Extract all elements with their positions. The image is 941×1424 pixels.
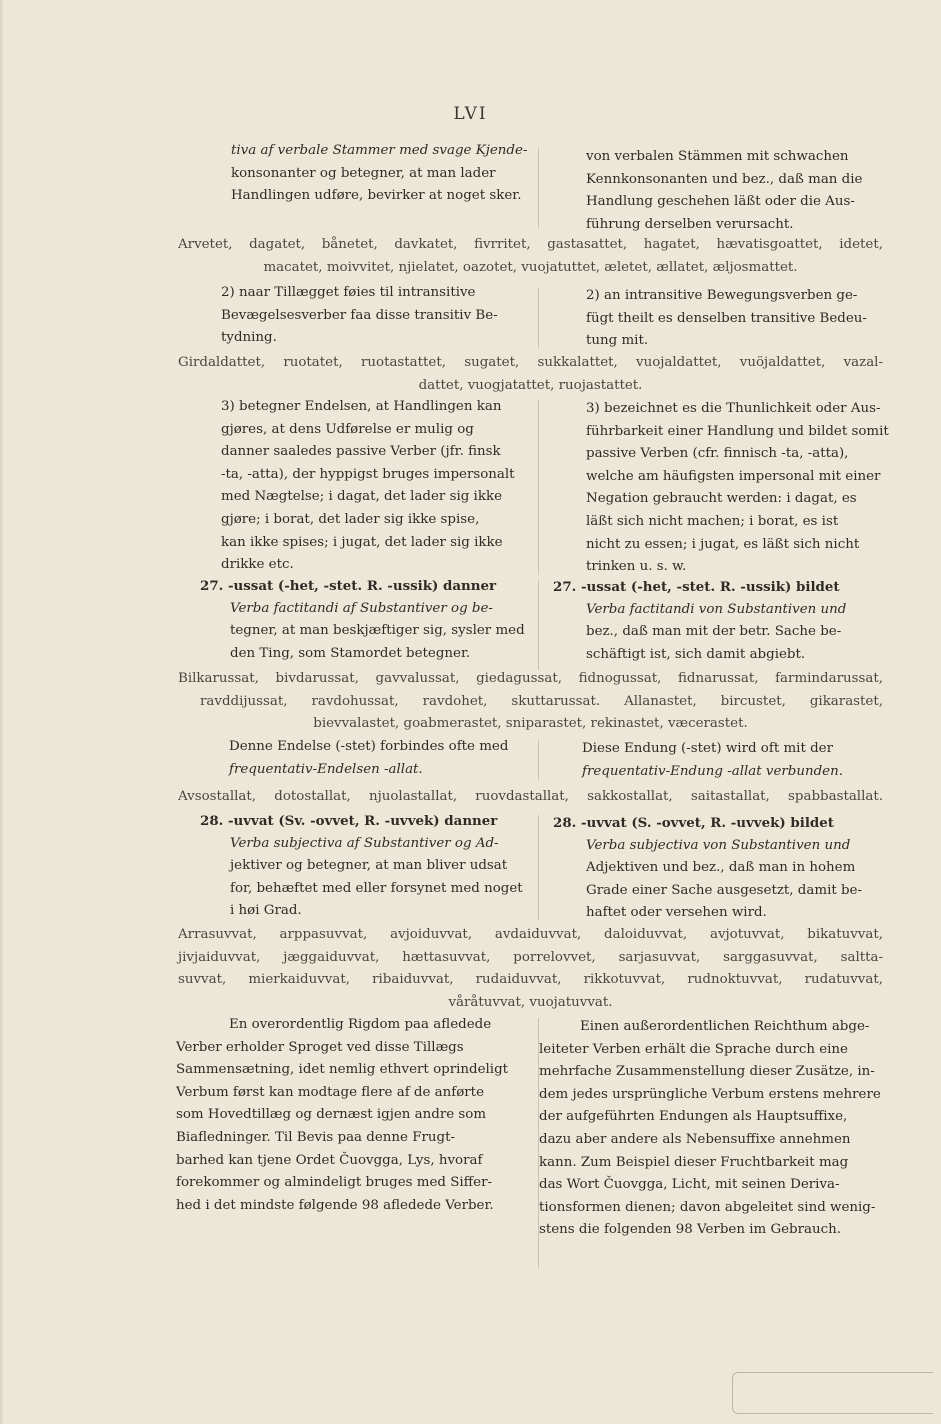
text-line: Sammensætning, idet nemlig ethvert oprindeligt: [176, 1062, 509, 1078]
block-11-left: [176, 1014, 521, 1217]
text-line: Diese Endung (-stet) wird oft mit der: [582, 741, 833, 756]
text-line: Arvetet, dagatet, bånetet, davkatet, fivrritet, gastasattet, hagatet, hævatisgoattet, idetet,: [178, 237, 883, 252]
text-line: Verba subjectiva von Substantiven und: [586, 837, 851, 853]
text-line: das Wort Čuovgga, Licht, mit seinen Deriva-: [539, 1177, 840, 1193]
text-line: 2) naar Tillægget føies til intransitive: [221, 285, 476, 300]
text-line: 2) an intransitive Bewegungsverben ge-: [586, 288, 858, 303]
block-1-full: [178, 234, 883, 279]
text-line: jektiver og betegner, at man bliver udsat: [230, 858, 508, 874]
column-separator: [538, 148, 539, 228]
text-line: som Hovedtillæg og dernæst igjen andre som: [176, 1107, 487, 1123]
text-line: leiteter Verben erhält die Sprache durch eine: [539, 1041, 848, 1057]
text-line: dattet, vuogjatattet, ruojastattet.: [418, 377, 643, 393]
text-line: Arrasuvvat, arppasuvvat, avjoiduvvat, avdaiduvvat, daloiduvvat, avjotuvvat, bikatuvvat,: [178, 927, 883, 942]
text-line: passive Verben (cfr. finnisch -ta, -atta),: [586, 446, 849, 462]
text-line: Verbum først kan modtage flere af de anførte: [176, 1084, 484, 1100]
text-line: kann. Zum Beispiel dieser Fruchtbarkeit mag: [539, 1154, 849, 1170]
page-edge: [0, 0, 4, 1424]
text-line: drikke etc.: [221, 557, 294, 573]
text-line: danner saaledes passive Verber (jfr. finsk: [221, 444, 501, 460]
text-line: Bilkarussat, bivdarussat, gavvalussat, giedagussat, fidnogussat, fidnarussat, farmindarussat,: [178, 671, 883, 686]
text-line: führbarkeit einer Handlung und bildet somit: [586, 423, 889, 439]
block-2-left: [221, 282, 527, 350]
text-line: bievvalastet, goabmerastet, sniparastet, rekinastet, væcerastet.: [313, 716, 748, 732]
text-line: for, behæftet med eller forsynet med noget: [230, 880, 523, 896]
text-line: Biafledninger. Til Bevis paa denne Frugt-: [176, 1129, 456, 1145]
text-line: mehrfache Zusammenstellung dieser Zusätze, in-: [539, 1064, 875, 1080]
text-line: Adjektiven und bez., daß man in hohem: [586, 860, 856, 876]
text-line: dazu aber andere als Nebensuffixe annehmen: [539, 1131, 851, 1147]
column-separator: [538, 400, 539, 575]
block-4-left: [221, 396, 527, 577]
block-0-right: [586, 146, 886, 236]
text-line: Avsostallat, dotostallat, njuolastallat, ruovdastallat, sakkostallat, saitastallat, spabbastallat.: [178, 789, 883, 804]
block-7-right: [582, 738, 886, 783]
text-line: forekommer og almindeligt bruges med Siffer-: [176, 1175, 493, 1191]
text-line: tionsformen dienen; davon abgeleitet sind wenig-: [539, 1199, 876, 1215]
block-0-left: [231, 140, 527, 208]
text-line: Verba factitandi af Substantiver og be-: [230, 600, 493, 616]
text-line: führung derselben verursacht.: [586, 216, 794, 232]
text-line: konsonanter og betegner, at man lader: [231, 165, 496, 181]
text-line: 28. -uvvat (S. -ovvet, R. -uvvek) bildet: [553, 815, 834, 831]
block-5-left: [200, 575, 527, 665]
text-line: frequentativ-Endelsen -allat.: [229, 761, 423, 777]
text-line: jivjaiduvvat, jæggaiduvvat, hættasuvvat, porrelovvet, sarjasuvvat, sarggasuvvat, saltta-: [178, 949, 883, 965]
text-line: von verbalen Stämmen mit schwachen: [586, 149, 849, 164]
text-line: barhed kan tjene Ordet Čuovgga, Lys, hvoraf: [176, 1152, 483, 1168]
block-4-right: [586, 398, 889, 579]
text-line: En overordentlig Rigdom paa afledede: [229, 1017, 492, 1032]
text-line: Denne Endelse (-stet) forbindes ofte med: [229, 739, 509, 754]
text-line: Einen außerordentlichen Reichthum abge-: [580, 1019, 870, 1034]
block-2-right: [586, 285, 886, 353]
column-separator: [538, 288, 539, 348]
block-3-full: [178, 352, 883, 397]
block-6-full: [178, 668, 883, 736]
text-line: Verber erholder Sproget ved disse Tillægs: [176, 1039, 464, 1055]
text-line: -ta, -atta), der hyppigst bruges impersonalt: [221, 466, 515, 482]
block-10-full: [178, 924, 883, 1014]
block-7-left: [229, 736, 527, 781]
text-line: gjøres, at dens Udførelse er mulig og: [221, 421, 474, 437]
page-number: LVI: [453, 104, 488, 124]
text-line: den Ting, som Stamordet betegner.: [230, 645, 471, 661]
text-line: med Nægtelse; i dagat, det lader sig ikke: [221, 489, 502, 505]
text-line: bez., daß man mit der betr. Sache be-: [586, 624, 842, 640]
text-line: schäftigt ist, sich damit abgiebt.: [586, 646, 806, 662]
text-line: 3) betegner Endelsen, at Handlingen kan: [221, 399, 502, 414]
block-5-right: [553, 576, 886, 666]
text-line: tiva af verbale Stammer med svage Kjende-: [231, 143, 528, 158]
text-line: Kennkonsonanten und bez., daß man die: [586, 171, 863, 187]
text-line: frequentativ-Endung -allat verbunden.: [582, 763, 843, 779]
text-line: tung mit.: [586, 333, 649, 349]
block-11-right: [539, 1016, 886, 1242]
text-line: suvvat, mierkaiduvvat, ribaiduvvat, rudaiduvvat, rikkotuvvat, rudnoktuvvat, rudatuvvat,: [178, 972, 883, 988]
column-separator: [538, 815, 539, 920]
text-line: 27. -ussat (-het, -stet. R. -ussik) bildet: [553, 579, 840, 595]
column-separator: [538, 740, 539, 780]
block-9-right: [553, 812, 886, 925]
text-line: hed i det mindste følgende 98 afledede Verber.: [176, 1197, 494, 1213]
text-line: Negation gebraucht werden: i dagat, es: [586, 491, 857, 507]
text-line: der aufgeführten Endungen als Hauptsuffixe,: [539, 1109, 848, 1125]
text-line: i høi Grad.: [230, 903, 302, 919]
text-line: dem jedes ursprüngliche Verbum erstens mehrere: [539, 1086, 881, 1102]
text-line: Verba subjectiva af Substantiver og Ad-: [230, 835, 499, 851]
text-line: Grade einer Sache ausgesetzt, damit be-: [586, 882, 863, 898]
text-line: Handlingen udføre, bevirker at noget sker.: [231, 188, 522, 204]
column-separator: [538, 580, 539, 670]
block-8-full: [178, 786, 883, 809]
text-line: 27. -ussat (-het, -stet. R. -ussik) danner: [200, 578, 497, 594]
text-line: fügt theilt es denselben transitive Bedeu-: [586, 310, 867, 326]
text-line: Bevægelsesverber faa disse transitiv Be-: [221, 307, 498, 323]
text-line: ravddijussat, ravdohussat, ravdohet, skuttarussat. Allanastet, bircustet, gikarastet,: [200, 693, 883, 709]
text-line: våråtuvvat, vuojatuvvat.: [448, 994, 613, 1010]
text-line: tydning.: [221, 330, 277, 346]
text-line: trinken u. s. w.: [586, 559, 687, 575]
text-line: 28. -uvvat (Sv. -ovvet, R. -uvvek) danner: [200, 813, 498, 829]
text-line: 3) bezeichnet es die Thunlichkeit oder Aus-: [586, 401, 881, 416]
text-line: nicht zu essen; i jugat, es läßt sich nicht: [586, 536, 860, 552]
text-line: haftet oder versehen wird.: [586, 905, 767, 921]
text-line: gjøre; i borat, det lader sig ikke spise,: [221, 511, 480, 527]
text-line: Handlung geschehen läßt oder die Aus-: [586, 194, 855, 210]
text-line: tegner, at man beskjæftiger sig, sysler med: [230, 623, 525, 639]
text-line: stens die folgenden 98 Verben im Gebrauch.: [539, 1222, 842, 1238]
text-line: kan ikke spises; i jugat, det lader sig ikke: [221, 534, 503, 550]
text-line: Girdaldattet, ruotatet, ruotastattet, sugatet, sukkalattet, vuojaldattet, vuöjaldattet, vazal-: [178, 355, 883, 370]
text-line: Verba factitandi von Substantiven und: [586, 601, 847, 617]
page-corner-frame: [732, 1372, 933, 1414]
text-line: macatet, moivvitet, njielatet, oazotet, vuojatuttet, æletet, ællatet, æljosmattet.: [263, 259, 798, 275]
text-line: läßt sich nicht machen; i borat, es ist: [586, 513, 839, 529]
block-9-left: [200, 810, 527, 923]
text-line: welche am häufigsten impersonal mit einer: [586, 468, 881, 484]
